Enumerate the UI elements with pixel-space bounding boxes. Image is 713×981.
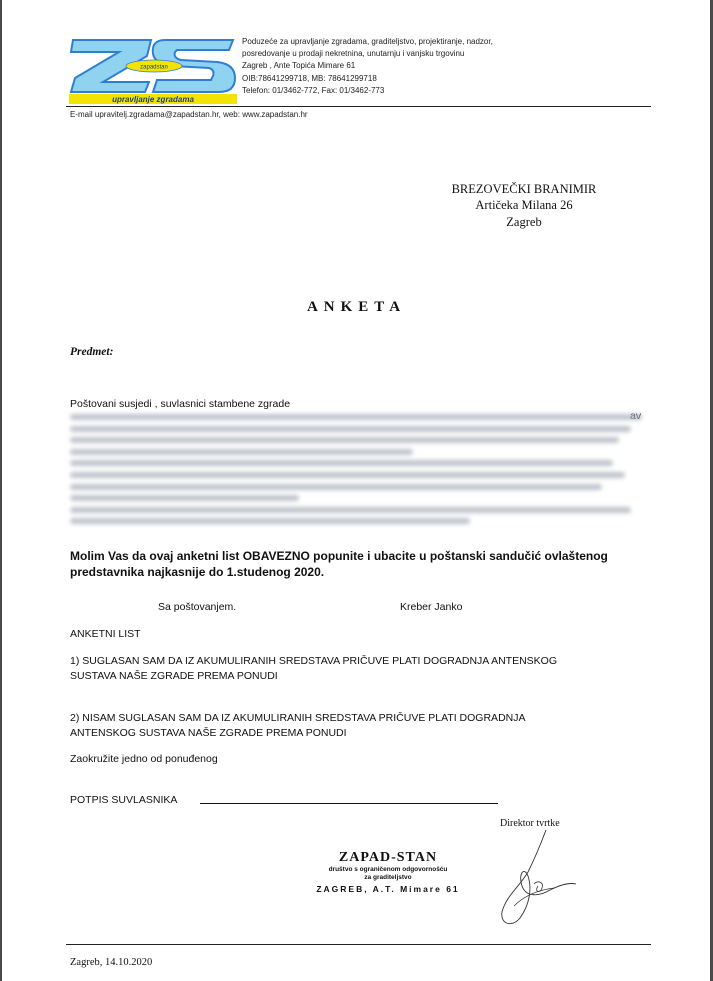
director-label: Direktor tvrtke bbox=[500, 818, 560, 829]
email-line: E-mail upravitelj.zgradama@zapadstan.hr, web: www.zapadstan.hr bbox=[70, 110, 308, 119]
recipient-city: Zagreb bbox=[506, 215, 542, 229]
option-2-line-2: ANTENSKOG SUSTAVA NAŠE ZGRADE PREMA PONUDI bbox=[70, 727, 347, 739]
recipient-name: BREZOVEČKI BRANIMIR bbox=[451, 182, 597, 196]
header-divider bbox=[66, 106, 651, 107]
closing: Sa poštovanjem. bbox=[158, 601, 237, 613]
stamp-city: ZAGREB, A.T. Mimare 61 bbox=[316, 884, 460, 894]
page-border-left bbox=[0, 0, 2, 981]
company-logo bbox=[69, 34, 237, 104]
recipient-street: Artičeka Milana 26 bbox=[475, 198, 573, 212]
option-1-line-2: SUSTAVA NAŠE ZGRADE PREMA PONUDI bbox=[70, 670, 278, 682]
footer-divider bbox=[66, 944, 651, 945]
signature-label: POTPIS SUVLASNIKA bbox=[70, 794, 178, 806]
document-title: ANKETA bbox=[306, 299, 407, 315]
stamp-sub-1: društvo s ograničenom odgovornošću bbox=[328, 866, 448, 873]
redacted-body-text bbox=[70, 414, 642, 534]
option-1-line-1: 1) SUGLASAN SAM DA IZ AKUMULIRANIH SREDSTAVA PRIČUVE PLATI DOGRADNJA ANTENSKOG bbox=[70, 655, 557, 667]
greeting: Poštovani susjedi , suvlasnici stambene zgrade bbox=[70, 398, 291, 410]
stamp-name: ZAPAD-STAN bbox=[338, 850, 438, 865]
company-line: posredovanje u prodaji nekretnina, unutarnju i vanjsku trgovinu bbox=[242, 49, 465, 59]
company-line: Poduzeće za upravljanje zgradama, graditeljstvo, projektiranje, nadzor, bbox=[242, 37, 493, 46]
sender-name: Kreber Janko bbox=[400, 601, 463, 613]
survey-heading: ANKETNI LIST bbox=[70, 628, 141, 640]
company-line: Telefon: 01/3462-772, Fax: 01/3462-773 bbox=[242, 85, 385, 95]
company-line: Zagreb , Ante Topića Mimare 61 bbox=[242, 61, 356, 71]
date-line: Zagreb, 14.10.2020 bbox=[70, 957, 153, 968]
subject-label: Predmet: bbox=[70, 346, 114, 358]
instruction: Zaokružite jedno od ponuđenog bbox=[70, 753, 218, 765]
director-signature bbox=[494, 826, 584, 936]
notice-paragraph: Molim Vas da ovaj anketni list OBAVEZNO popunite i ubacite u poštanski sandučić ovlaštenog predstavnika najkasnije do 1.studenog 2020. bbox=[70, 549, 608, 579]
logo-banner: upravljanje zgradama bbox=[112, 95, 194, 104]
stamp-sub-2: za graditeljstvo bbox=[364, 874, 412, 881]
company-stamp bbox=[298, 850, 478, 894]
logo-small-text: zapadstan bbox=[140, 64, 168, 71]
company-info bbox=[242, 36, 493, 97]
signature-line bbox=[200, 803, 498, 804]
company-line: OIB:78641299718, MB: 78641299718 bbox=[242, 73, 377, 83]
option-2-line-1: 2) NISAM SUGLASAN SAM DA IZ AKUMULIRANIH SREDSTAVA PRIČUVE PLATI DOGRADNJA bbox=[70, 712, 526, 724]
